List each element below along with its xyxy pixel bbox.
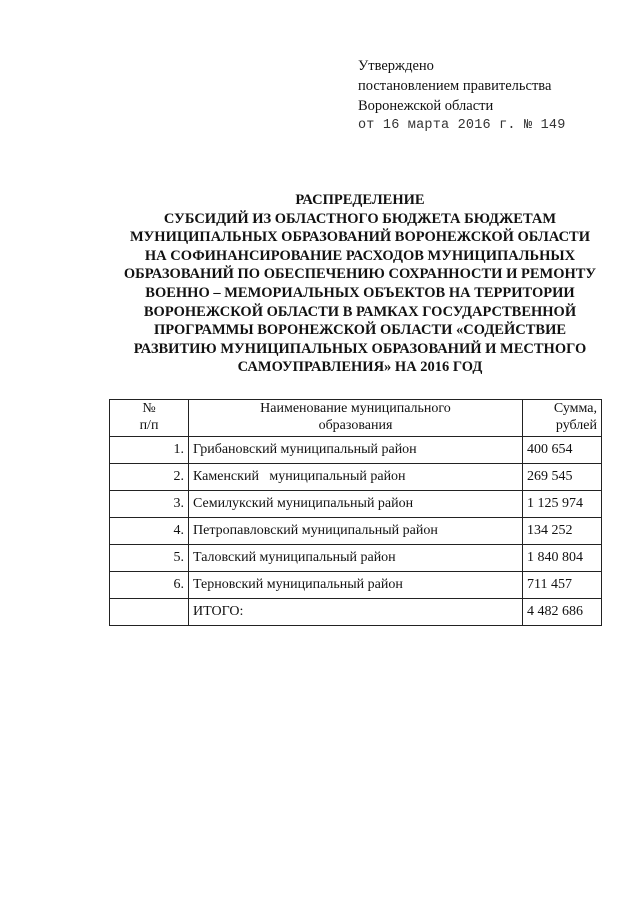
table-row	[110, 437, 602, 464]
table-row	[110, 518, 602, 545]
row-sum: 711 457	[523, 572, 602, 599]
row-number: 3.	[110, 491, 189, 518]
header-number-line: п/п	[139, 418, 159, 433]
table-row	[110, 464, 602, 491]
title-line: СУБСИДИЙ ИЗ ОБЛАСТНОГО БЮДЖЕТА БЮДЖЕТАМ	[163, 210, 557, 227]
total-number-cell	[110, 599, 189, 626]
title-line: САМОУПРАВЛЕНИЯ» НА 2016 ГОД	[237, 359, 483, 376]
row-number: 5.	[110, 545, 189, 572]
approval-date-number: от 16 марта 2016 г. № 149	[358, 118, 566, 133]
table-row	[110, 491, 602, 518]
header-name	[189, 400, 523, 437]
subsidy-table	[109, 399, 602, 626]
title-line: РАЗВИТИЮ МУНИЦИПАЛЬНЫХ ОБРАЗОВАНИЙ И МЕСТНОГО	[133, 340, 587, 357]
approval-resolution: постановлением правительства	[358, 78, 552, 94]
header-number-line: №	[142, 401, 156, 416]
header-sum	[523, 400, 602, 437]
approval-heading: Утверждено	[358, 58, 434, 74]
row-number: 1.	[110, 437, 189, 464]
title-line: ВОРОНЕЖСКОЙ ОБЛАСТИ В РАМКАХ ГОСУДАРСТВЕННОЙ	[143, 303, 577, 320]
row-municipality: Грибановский муниципальный район	[189, 437, 523, 464]
row-municipality: Таловский муниципальный район	[189, 545, 523, 572]
header-sum-line: рублей	[555, 418, 597, 433]
approval-block	[358, 56, 566, 136]
title-line: ВОЕННО – МЕМОРИАЛЬНЫХ ОБЪЕКТОВ НА ТЕРРИТОРИИ	[145, 284, 575, 301]
row-number: 2.	[110, 464, 189, 491]
approval-region: Воронежской области	[358, 98, 494, 114]
title-line: МУНИЦИПАЛЬНЫХ ОБРАЗОВАНИЙ ВОРОНЕЖСКОЙ ОБЛАСТИ	[129, 229, 590, 246]
title-line: ПРОГРАММЫ ВОРОНЕЖСКОЙ ОБЛАСТИ «СОДЕЙСТВИЕ	[153, 322, 567, 339]
table-row	[110, 545, 602, 572]
header-name-line: Наименование муниципального	[260, 401, 451, 416]
total-row	[110, 599, 602, 626]
total-label: ИТОГО:	[189, 599, 523, 626]
row-municipality: Петропавловский муниципальный район	[189, 518, 523, 545]
row-municipality: Терновский муниципальный район	[189, 572, 523, 599]
row-sum: 269 545	[523, 464, 602, 491]
row-number: 6.	[110, 572, 189, 599]
document-title	[100, 191, 620, 377]
total-sum: 4 482 686	[523, 599, 602, 626]
header-number	[110, 400, 189, 437]
table-row	[110, 572, 602, 599]
table-header-row	[110, 400, 602, 437]
row-sum: 400 654	[523, 437, 602, 464]
row-number: 4.	[110, 518, 189, 545]
row-sum: 134 252	[523, 518, 602, 545]
row-municipality: Каменский муниципальный район	[189, 464, 523, 491]
title-line: РАСПРЕДЕЛЕНИЕ	[295, 192, 425, 208]
title-line: НА СОФИНАНСИРОВАНИЕ РАСХОДОВ МУНИЦИПАЛЬНЫХ	[144, 247, 576, 264]
row-sum: 1 125 974	[523, 491, 602, 518]
title-line: ОБРАЗОВАНИЙ ПО ОБЕСПЕЧЕНИЮ СОХРАННОСТИ И РЕМОНТУ	[123, 266, 597, 283]
row-sum: 1 840 804	[523, 545, 602, 572]
row-municipality: Семилукский муниципальный район	[189, 491, 523, 518]
header-sum-line: Сумма,	[553, 401, 597, 416]
header-name-line: образования	[318, 418, 393, 433]
